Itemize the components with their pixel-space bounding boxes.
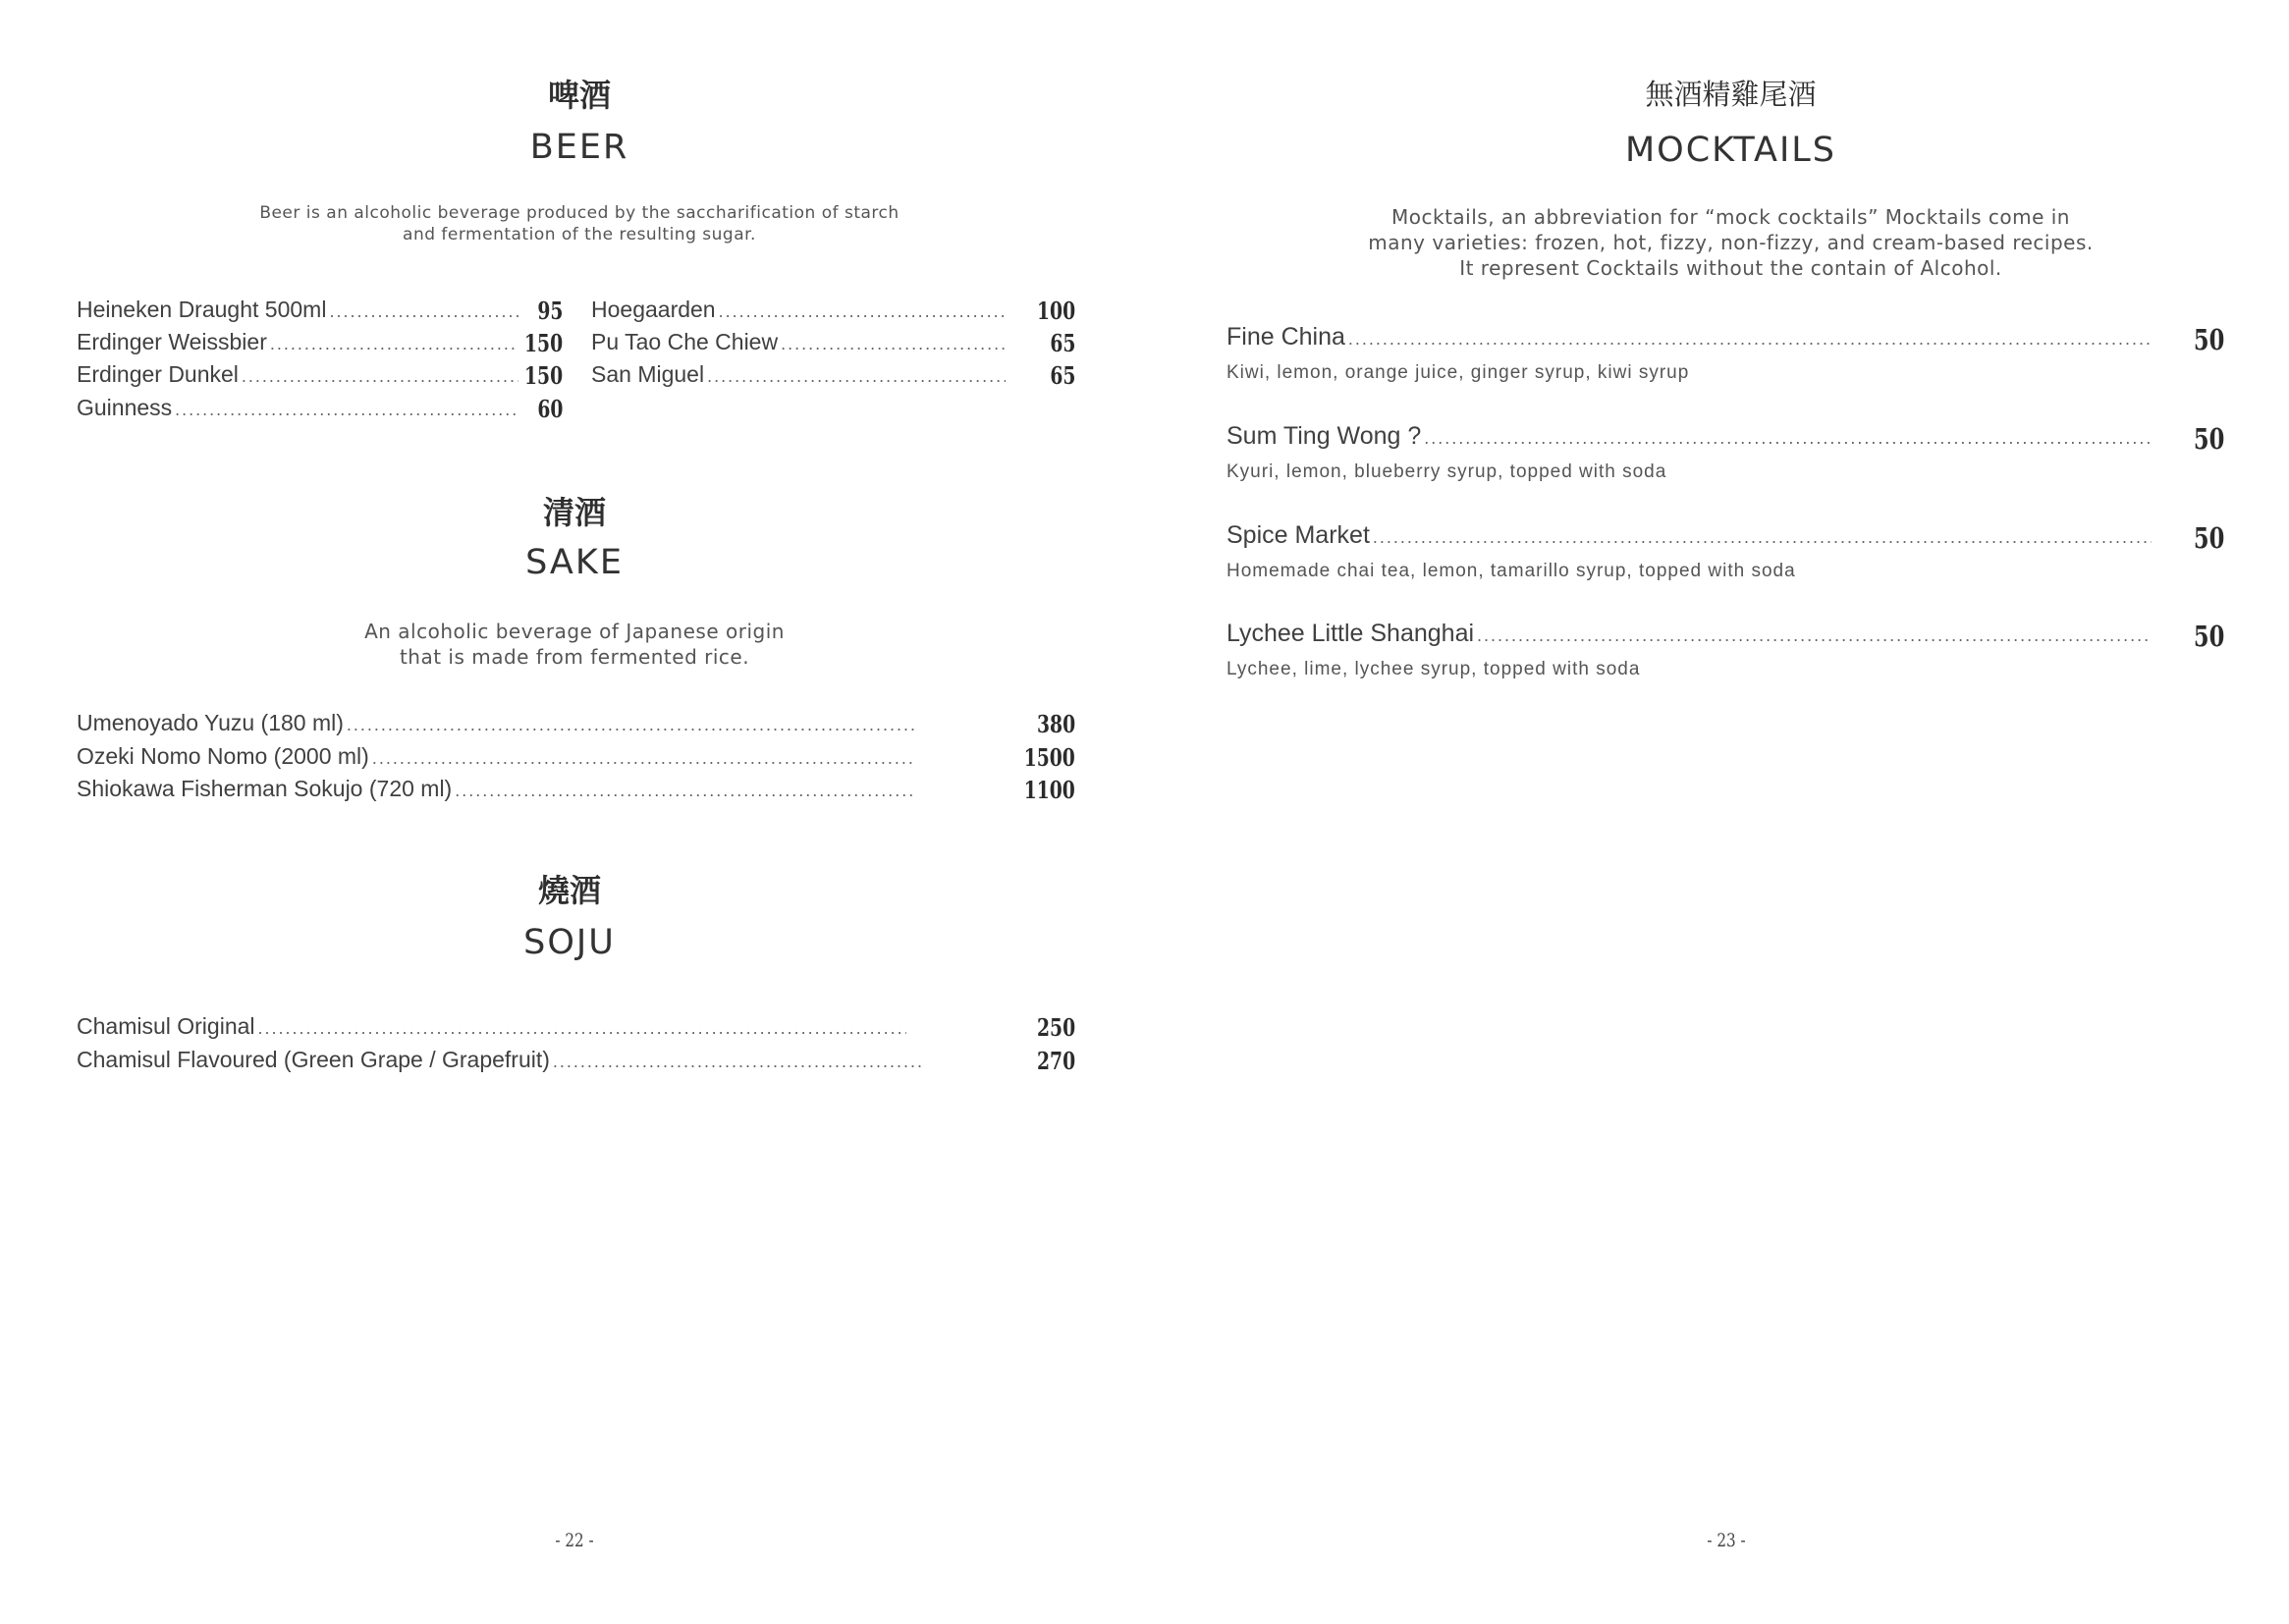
item-ingredients: Kiwi, lemon, orange juice, ginger syrup, kiwi syrup — [1226, 362, 1690, 383]
mocktails-description-line-3: It represent Cocktails without the contain of Alcohol. — [1459, 256, 2002, 280]
dot-leader — [1477, 625, 2152, 646]
menu-item — [77, 743, 1075, 775]
item-name: Pu Tao Che Chiew — [591, 329, 779, 354]
dot-leader — [455, 781, 916, 801]
dot-leader — [781, 334, 1006, 354]
menu-item — [1226, 323, 2224, 392]
menu-item — [77, 1047, 1075, 1078]
item-price: 50 — [2193, 620, 2224, 653]
item-name: Hoegaarden — [591, 297, 716, 322]
mocktails-description-line-1: Mocktails, an abbreviation for “mock cocktails” Mocktails come in — [1391, 205, 2070, 229]
item-price: 95 — [536, 297, 563, 325]
menu-item — [77, 329, 563, 360]
menu-item — [591, 361, 1075, 393]
item-name: Spice Market — [1226, 521, 1370, 549]
dot-leader — [1424, 428, 2152, 449]
item-price: 380 — [1036, 710, 1075, 738]
page-number: - 23 - — [1707, 1530, 1746, 1551]
item-price: 1100 — [1023, 776, 1075, 804]
menu-item — [1226, 422, 2224, 491]
dot-leader — [175, 400, 518, 420]
dot-leader — [719, 301, 1006, 322]
item-price: 1500 — [1023, 743, 1075, 772]
item-price: 65 — [1049, 361, 1075, 390]
menu-item — [77, 297, 563, 328]
menu-item — [77, 776, 1075, 807]
item-price: 50 — [2193, 323, 2224, 356]
dot-leader — [1373, 527, 2152, 548]
item-name: Chamisul Original — [77, 1013, 255, 1039]
item-name: Umenoyado Yuzu (180 ml) — [77, 710, 344, 735]
item-price: 150 — [523, 361, 563, 390]
menu-item — [591, 297, 1075, 328]
sake-title-chinese: 清酒 — [542, 494, 606, 531]
mocktails-description-line-2: many varieties: frozen, hot, fizzy, non-fizzy, and cream-based recipes. — [1368, 231, 2094, 254]
dot-leader — [347, 715, 916, 735]
item-name: Ozeki Nomo Nomo (2000 ml) — [77, 743, 369, 769]
item-name: Heineken Draught 500ml — [77, 297, 327, 322]
menu-item — [77, 395, 563, 426]
menu-item — [1226, 521, 2224, 590]
menu-item — [77, 1013, 1075, 1045]
menu-item — [1226, 620, 2224, 688]
menu-item — [591, 329, 1075, 360]
beer-description — [0, 202, 1159, 245]
dot-leader — [270, 334, 518, 354]
mocktails-title-chinese: 無酒精雞尾酒 — [1645, 78, 1817, 111]
beer-description-line-2: and fermentation of the resulting sugar. — [403, 225, 756, 245]
dot-leader — [553, 1052, 921, 1072]
menu-item — [77, 361, 563, 393]
item-name: Lychee Little Shanghai — [1226, 620, 1475, 647]
item-price: 250 — [1036, 1013, 1075, 1042]
dot-leader — [372, 748, 916, 769]
item-price: 50 — [2193, 521, 2224, 555]
dot-leader — [242, 366, 518, 387]
item-ingredients: Lychee, lime, lychee syrup, topped with soda — [1226, 659, 1641, 679]
item-name: Erdinger Dunkel — [77, 361, 239, 387]
dot-leader — [329, 301, 518, 322]
item-name: Fine China — [1226, 323, 1345, 351]
item-price: 65 — [1049, 329, 1075, 357]
menu-item — [77, 710, 1075, 741]
item-name: Chamisul Flavoured (Green Grape / Grapefruit) — [77, 1047, 550, 1072]
item-ingredients: Homemade chai tea, lemon, tamarillo syrup, topped with soda — [1226, 561, 1796, 581]
item-price: 100 — [1036, 297, 1075, 325]
mocktails-description — [1144, 204, 2289, 281]
menu-page-right — [1144, 0, 2289, 1624]
item-name: San Miguel — [591, 361, 705, 387]
item-name: Erdinger Weissbier — [77, 329, 267, 354]
sake-title: SAKE — [525, 543, 624, 582]
menu-page-left — [0, 0, 1144, 1624]
beer-title: BEER — [529, 128, 629, 167]
soju-title-chinese: 燒酒 — [537, 872, 601, 909]
item-name: Guinness — [77, 395, 173, 420]
sake-description-line-2: that is made from fermented rice. — [399, 645, 750, 669]
page-number: - 22 - — [555, 1530, 594, 1551]
dot-leader — [258, 1018, 906, 1039]
item-name: Sum Ting Wong ? — [1226, 422, 1422, 450]
soju-title: SOJU — [523, 923, 616, 962]
sake-description — [0, 619, 1149, 670]
dot-leader — [707, 366, 1006, 387]
sake-description-line-1: An alcoholic beverage of Japanese origin — [364, 620, 785, 643]
item-price: 150 — [523, 329, 563, 357]
item-name: Shiokawa Fisherman Sokujo (720 ml) — [77, 776, 453, 801]
item-price: 270 — [1036, 1047, 1075, 1075]
mocktails-title: MOCKTAILS — [1624, 131, 1837, 170]
item-price: 60 — [536, 395, 563, 423]
dot-leader — [1348, 329, 2152, 350]
beer-title-chinese: 啤酒 — [547, 77, 611, 114]
beer-description-line-1: Beer is an alcoholic beverage produced by the saccharification of starch — [259, 203, 899, 223]
item-ingredients: Kyuri, lemon, blueberry syrup, topped with soda — [1226, 461, 1667, 482]
item-price: 50 — [2193, 422, 2224, 456]
